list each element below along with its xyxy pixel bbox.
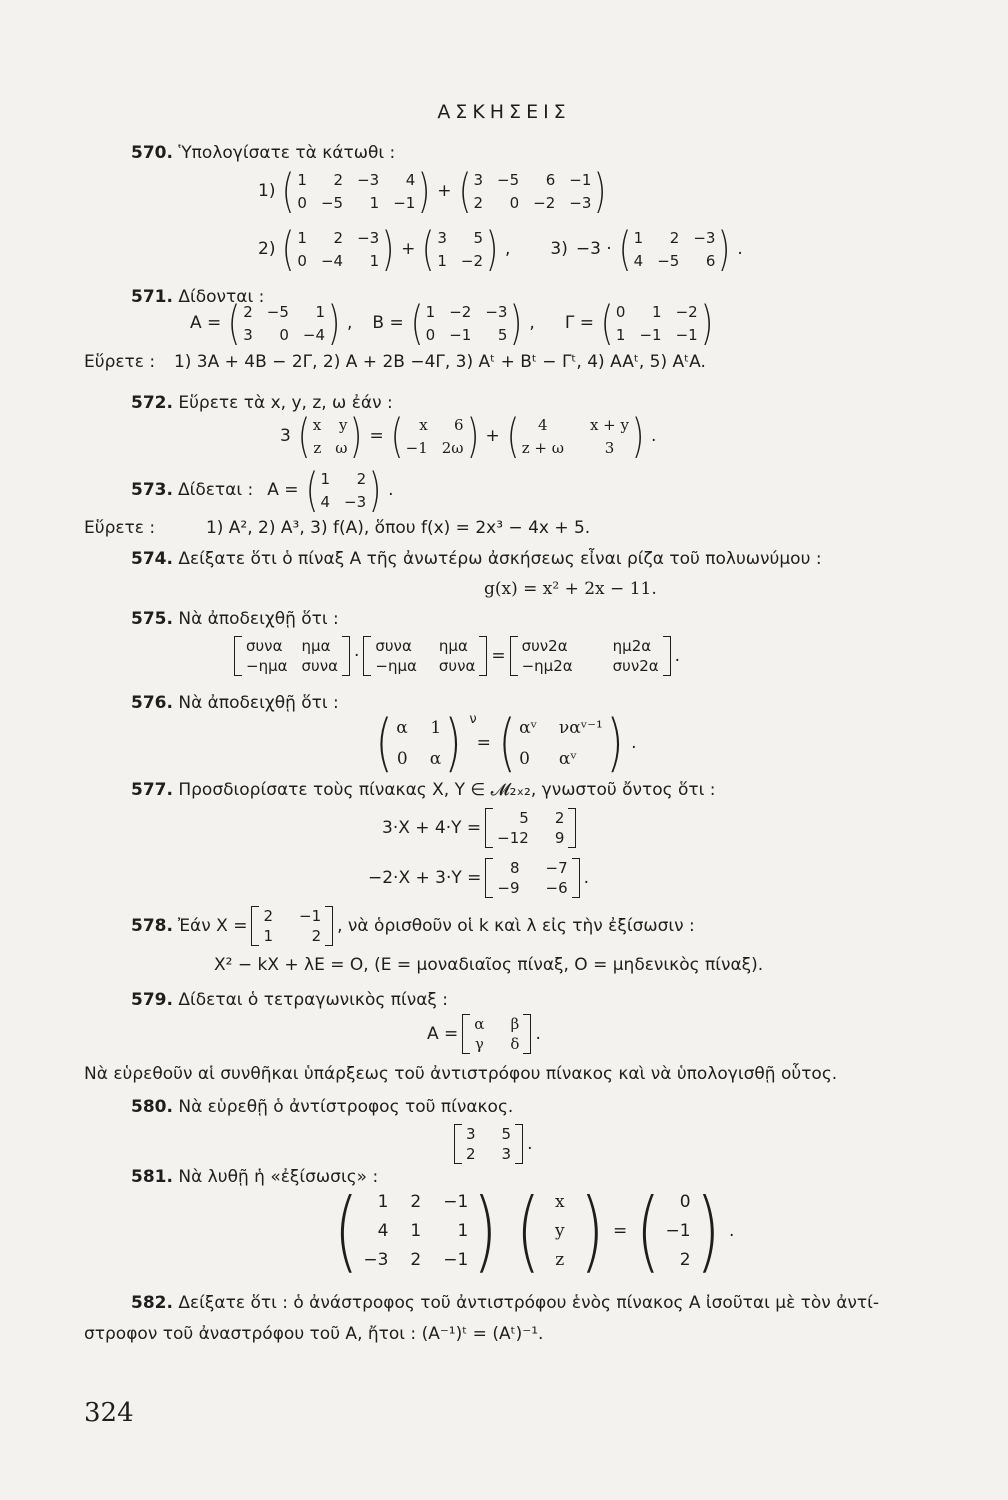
exercise-number: 582. <box>131 1293 173 1313</box>
matrix-A: ( 2 −5 1 3 0 −4 ) <box>227 296 341 350</box>
ex576-equation: ( α 1 0 α ) ν = ( αᵛ ναᵛ⁻¹ 0 αᵛ ) . <box>368 712 636 774</box>
exercise-579: 579. Δίδεται ὁ τετραγωνικὸς πίναξ : <box>131 990 449 1010</box>
matrix: ( α 1 0 α ) <box>375 706 462 779</box>
exercise-574: 574. Δείξατε ὅτι ὁ πίναξ A τῆς ἀνωτέρω ἀσκήσεως εἶναι ρίζα τοῦ πολυωνύμου : <box>131 549 822 569</box>
section-heading: ΑΣΚΗΣΕΙΣ <box>437 101 571 123</box>
ex577-eq2: −2·X + 3·Y = 8 −7 −9 −6 . <box>368 859 590 897</box>
matrix: ( 3 −5 6 −1 2 0 −2 −3 ) <box>458 164 607 218</box>
ex570-row1 <box>258 164 613 218</box>
matrix: συνα ημα −ημα συνα <box>234 636 350 676</box>
ex571-find: Εὕρετε : 1) 3A + 4B − 2Γ, 2) A + 2B −4Γ, 3) Aᵗ + Bᵗ − Γᵗ, 4) AAᵗ, 5) AᵗA. <box>84 352 706 372</box>
matrix: ( 3 5 1 −2 ) <box>422 222 499 276</box>
ex571-matrices: A = ( 2 −5 1 3 0 −4 ) , B = ( 1 −2 −3 0 −1 5 ) , Γ = ( 0 1 −2 1 −1 −1 ) <box>190 300 720 346</box>
ex577-eq1: 3·X + 4·Y = 5 2 −12 9 <box>382 808 580 848</box>
exercise-number: 580. <box>131 1097 173 1117</box>
exercise-570 <box>131 143 395 163</box>
matrix-G: ( 0 1 −2 1 −1 −1 ) <box>600 296 713 350</box>
matrix: ( x y z ω ) <box>297 409 363 463</box>
ex572-equation: 3 ( x y z ω ) = ( x 6 −1 2ω ) + ( 4 x + y z + ω 3 ) . <box>280 409 657 463</box>
plus-sign: + <box>437 181 452 201</box>
exercise-576: 576. Νὰ ἀποδειχθῇ ὅτι : <box>131 693 339 713</box>
item-label: 2) <box>258 239 276 259</box>
exercise-number: 578. <box>131 916 173 936</box>
matrix-A: α β γ δ <box>462 1014 531 1054</box>
exercise-582: 582. Δείξατε ὅτι : ὁ ἀνάστροφος τοῦ ἀντιστρόφου ἑνὸς πίνακος A ἰσοῦται μὲ τὸν ἀντί- <box>131 1293 880 1313</box>
matrix: ( 1 2 −3 4 −5 6 ) <box>618 222 731 276</box>
exercise-number: 581. <box>131 1167 173 1187</box>
matrix: ( 1 2 −3 4 0 −5 1 −1 ) <box>282 164 431 218</box>
matrix: ( x 6 −1 2ω ) <box>390 409 479 463</box>
ex570-row2: 2) ( 1 2 −3 0 −4 1 ) + ( 3 5 1 −2 ) , 3) −3 · ( 1 2 −3 4 −5 6 ) . <box>258 222 743 276</box>
matrix: ( αᵛ ναᵛ⁻¹ 0 αᵛ ) <box>498 706 624 779</box>
matrix: ( 4 x + y z + ω 3 ) <box>506 409 645 463</box>
exercise-number: 576. <box>131 693 173 713</box>
ex573-find: Εὕρετε : 1) A², 2) A³, 3) f(A), ὅπου f(x) = 2x³ − 4x + 5. <box>84 518 591 538</box>
vector: ( 0 −1 2 ) <box>636 1179 720 1282</box>
exercise-number: 579. <box>131 990 173 1010</box>
exercise-number: 573. <box>131 480 173 500</box>
exercise-number: 571. <box>131 287 173 307</box>
matrix: ( 1 2 −1 4 1 1 −3 2 −1 ) <box>334 1179 498 1282</box>
exercise-581: 581. Νὰ λυθῇ ἡ «ἐξίσωσις» : <box>131 1167 379 1187</box>
exercise-text: Ὑπολογίσατε τὰ κάτωθι : <box>178 143 396 163</box>
item-label: 1) <box>258 181 276 201</box>
matrix: 3 5 2 3 <box>454 1124 523 1164</box>
exercise-number: 572. <box>131 393 173 413</box>
matrix: συν2α ημ2α −ημ2α συν2α <box>510 636 671 676</box>
matrix-A: ( 1 2 4 −3 ) <box>305 463 382 517</box>
matrix: 5 2 −12 9 <box>485 808 576 848</box>
page-number: 324 <box>84 1398 134 1428</box>
matrix-B: ( 1 −2 −3 0 −1 5 ) <box>410 296 523 350</box>
vector: ( x y z ) <box>515 1179 604 1282</box>
ex582-line2: στροφον τοῦ ἀναστρόφου τοῦ A, ἤτοι : (A⁻¹)ᵗ = (Aᵗ)⁻¹. <box>84 1324 544 1344</box>
ex579-matrix: A = α β γ δ . <box>427 1015 541 1053</box>
exercise-578: 578. Ἐάν X = 2 −1 1 2 , νὰ ὁρισθοῦν οἱ k καὶ λ εἰς τὴν ἐξίσωσιν : <box>131 907 695 945</box>
matrix: συνα ημα −ημα συνα <box>363 636 487 676</box>
exercise-number: 570. <box>131 143 173 163</box>
ex579-text2: Νὰ εὑρεθοῦν αἱ συνθῆκαι ὑπάρξεως τοῦ ἀντιστρόφου πίνακος καὶ νὰ ὑπολογισθῇ οὗτος. <box>84 1064 838 1084</box>
exercise-number: 575. <box>131 609 173 629</box>
exercise-text: Εὕρετε τὰ x, y, z, ω ἐάν : <box>178 393 393 413</box>
exercise-number: 577. <box>131 780 173 800</box>
ex580-matrix: 3 5 2 3 . <box>450 1124 533 1164</box>
ex581-equation: ( 1 2 −1 4 1 1 −3 2 −1 ) ( x y z ) = ( 0 −1 2 ) . <box>325 1187 734 1275</box>
ex575-equation: συνα ημα −ημα συνα · συνα ημα −ημα συνα = συν2α ημ2α −ημ2α συν2α . <box>230 636 680 676</box>
exercise-number: 574. <box>131 549 173 569</box>
matrix-X: 2 −1 1 2 <box>251 906 333 946</box>
exercise-577: 577. Προσδιορίσατε τοὺς πίνακας X, Y ∈ 𝓜₂ₓ₂, γνωστοῦ ὄντος ὅτι : <box>131 780 716 800</box>
ex574-formula: g(x) = x² + 2x − 11. <box>484 579 657 599</box>
exercise-580: 580. Νὰ εὑρεθῇ ὁ ἀντίστροφος τοῦ πίνακος. <box>131 1097 514 1117</box>
exercise-text: Δίδονται : <box>178 287 265 307</box>
exercise-575: 575. Νὰ ἀποδειχθῇ ὅτι : <box>131 609 339 629</box>
matrix: ( 1 2 −3 0 −4 1 ) <box>282 222 395 276</box>
item-label: 3) <box>550 239 568 259</box>
ex578-formula: X² − kX + λE = O, (E = μοναδιαῖος πίναξ, O = μηδενικὸς πίναξ). <box>214 955 764 975</box>
matrix: 8 −7 −9 −6 <box>485 858 579 898</box>
exercise-573: 573. Δίδεται : A = ( 1 2 4 −3 ) . <box>131 463 394 517</box>
